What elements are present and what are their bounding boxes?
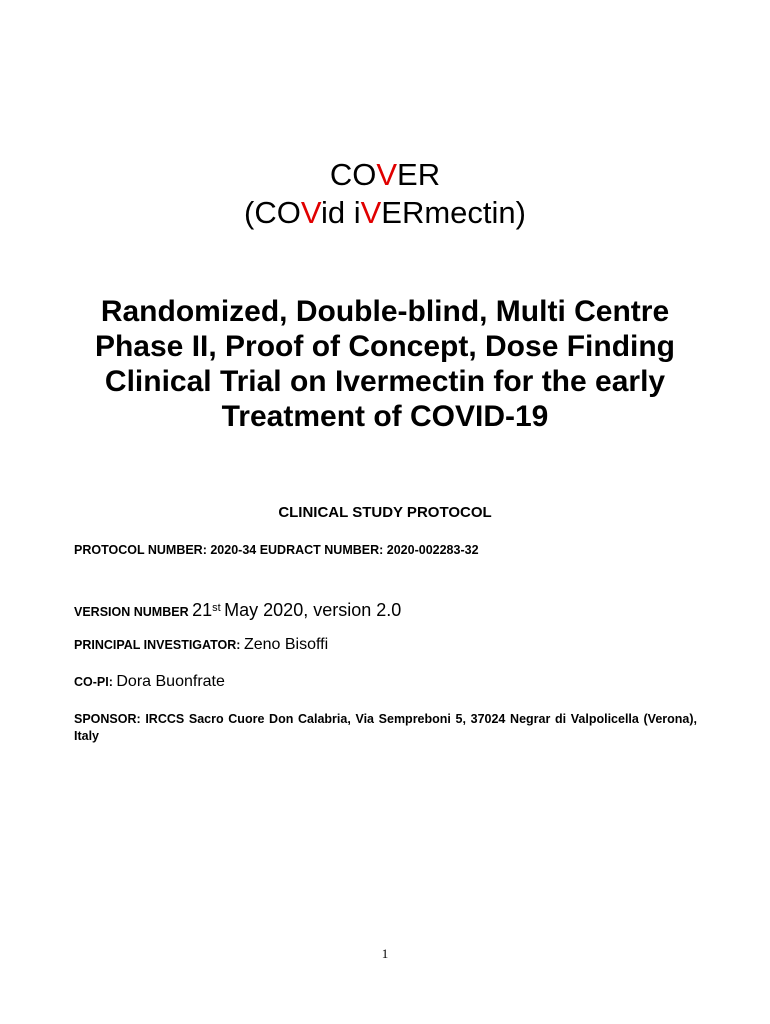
co-pi-label: CO-PI:: [74, 675, 113, 689]
acronym-part: ERmectin): [381, 195, 526, 230]
protocol-number-line: PROTOCOL NUMBER: 2020-34 EUDRACT NUMBER: 2020-002283-32: [74, 543, 479, 557]
document-type-heading: CLINICAL STUDY PROTOCOL: [278, 504, 492, 521]
sponsor-line: SPONSOR: IRCCS Sacro Cuore Don Calabria, Via Sempreboni 5, 37024 Negrar di Valpolicella (Verona), Italy: [74, 712, 697, 743]
version-day: 21: [192, 600, 213, 620]
acronym-part: (CO: [244, 195, 301, 230]
study-acronym: [0, 157, 770, 193]
co-pi-line: [74, 673, 704, 691]
co-pi-name: Dora Buonfrate: [116, 673, 225, 690]
version-value: May 2020, version 2.0: [224, 600, 402, 620]
acronym-part: id i: [320, 195, 361, 230]
principal-investigator-name: Zeno Bisoffi: [243, 636, 329, 653]
principal-investigator-line: [74, 636, 704, 654]
version-label: VERSION NUMBER: [74, 605, 189, 619]
acronym-highlight: V: [300, 195, 321, 230]
version-day-suffix: st: [212, 601, 221, 614]
acronym-highlight: V: [360, 195, 382, 230]
version-number-line: [74, 602, 704, 621]
page-number: 1: [381, 946, 389, 961]
acronym-part: CO: [329, 157, 377, 192]
study-title: Randomized, Double-blind, Multi Centre Phase II, Proof of Concept, Dose Finding Clinical Trial on Ivermectin for the early Treatment of COVID-19: [94, 295, 676, 433]
acronym-part: ER: [397, 157, 441, 192]
principal-investigator-label: PRINCIPAL INVESTIGATOR:: [74, 638, 241, 652]
acronym-highlight: V: [376, 157, 398, 192]
study-acronym-expansion: [0, 195, 770, 231]
